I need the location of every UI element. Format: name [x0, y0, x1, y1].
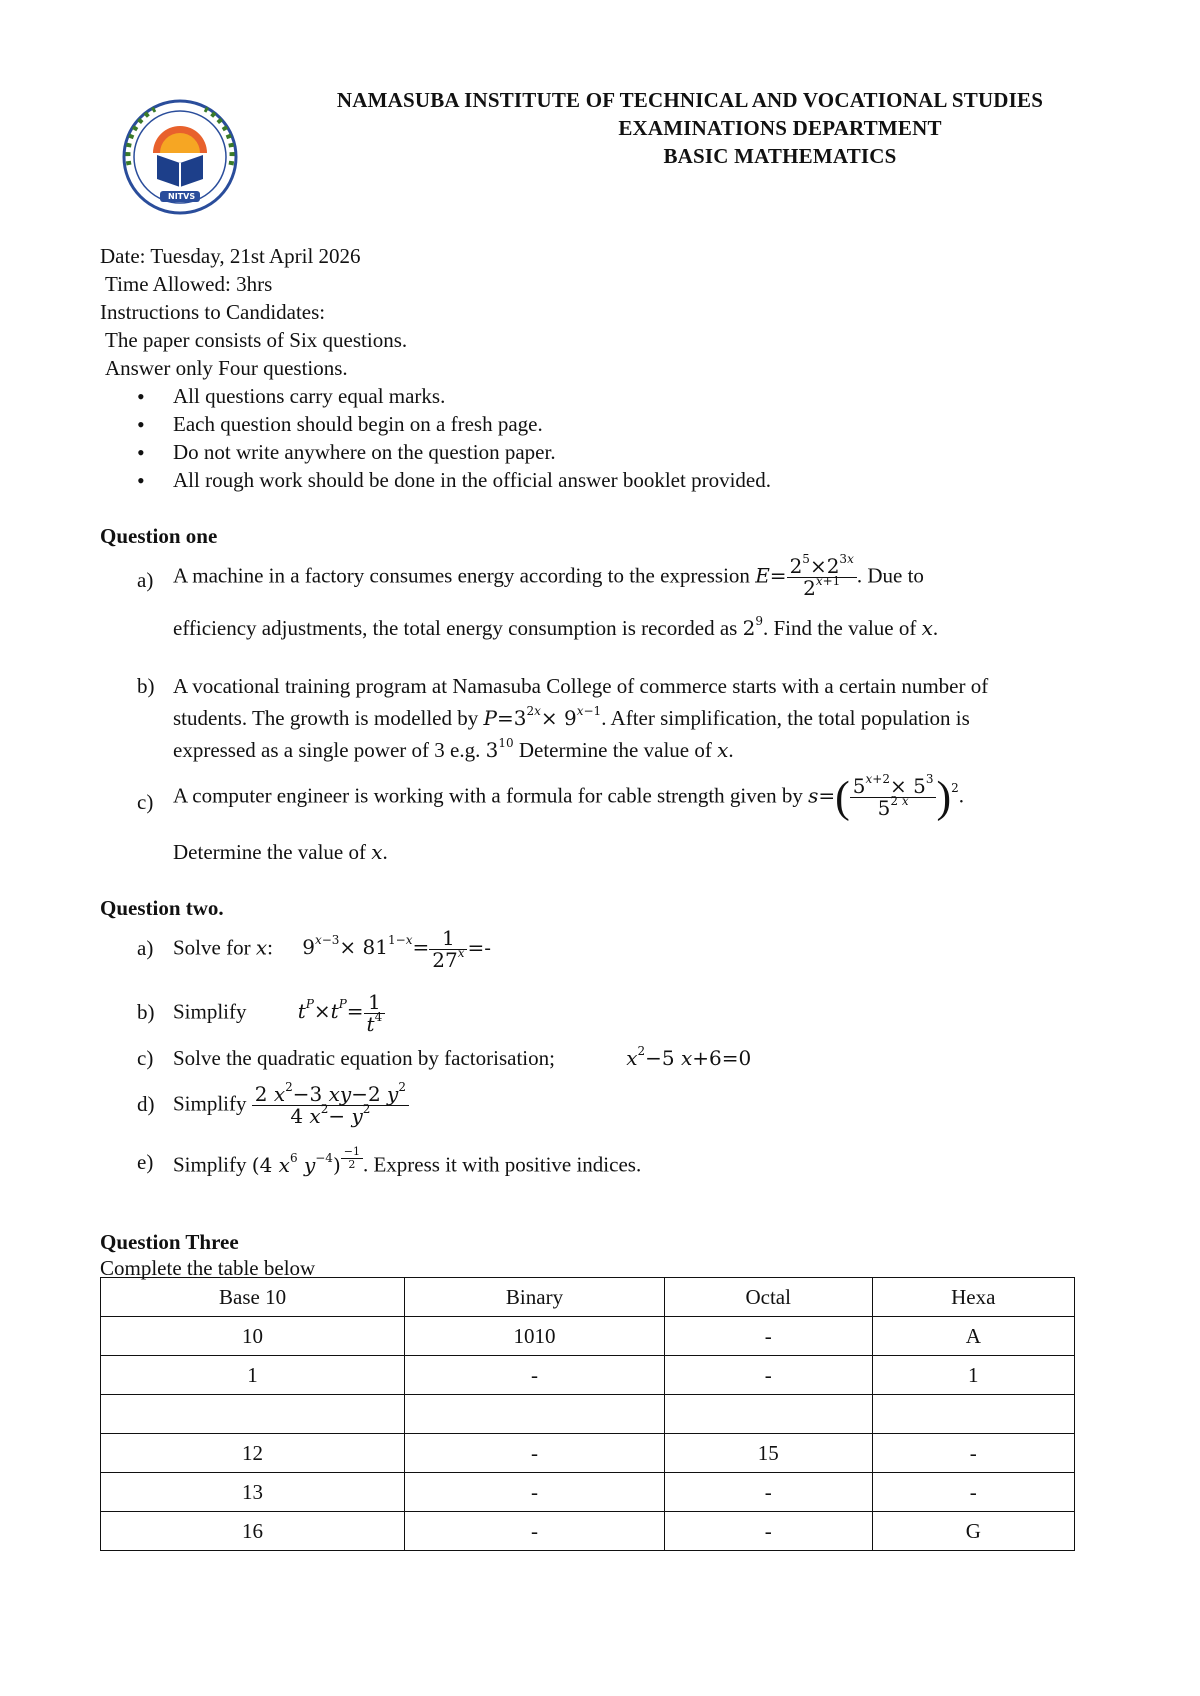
- base-conversion-table: [100, 1277, 1075, 1551]
- cell: -: [405, 1434, 665, 1473]
- table-row: [101, 1434, 1075, 1473]
- question-one-title: Question one: [100, 524, 218, 548]
- paper-consists: The paper consists of Six questions.: [105, 328, 408, 352]
- header-base10: Base 10: [101, 1278, 405, 1317]
- institution-logo: [115, 95, 245, 220]
- cell: 13: [101, 1473, 405, 1512]
- table-row: [101, 1395, 1075, 1434]
- cell: 1: [872, 1356, 1074, 1395]
- question-three-title: Question Three: [100, 1230, 239, 1254]
- question-two-title: Question two.: [100, 896, 224, 920]
- cell: A: [872, 1317, 1074, 1356]
- institution-name: NAMASUBA INSTITUTE OF TECHNICAL AND VOCATIONAL STUDIES: [336, 88, 1044, 112]
- department-name: EXAMINATIONS DEPARTMENT: [618, 116, 942, 140]
- header-binary: Binary: [405, 1278, 665, 1317]
- cell: 16: [101, 1512, 405, 1551]
- time-allowed: Time Allowed: 3hrs: [105, 272, 273, 296]
- cell: -: [405, 1512, 665, 1551]
- table-header-row: [101, 1278, 1075, 1317]
- table-row: [101, 1473, 1075, 1512]
- question-1c: c) A computer engineer is working with a formula for cable strength given by s=( $\frac{5^{x+2}\times 5^3}{5^{2 x}}$ )$^2$. Determine the value of x.: [137, 772, 965, 864]
- subject-name: BASIC MATHEMATICS: [663, 144, 897, 168]
- cell: -: [405, 1356, 665, 1395]
- cell: [405, 1395, 665, 1434]
- cell: -: [405, 1473, 665, 1512]
- cell: -: [872, 1434, 1074, 1473]
- question-2d: d) Simplify $\frac{2 x^2-3 xy-2 y^2}{4 x^2- y^2}$: [137, 1080, 1137, 1130]
- cell: -: [872, 1473, 1074, 1512]
- question-2c: c) Solve the quadratic equation by factorisation; $x^2-5$ x+6=0: [137, 1044, 752, 1070]
- cell: [872, 1395, 1074, 1434]
- exam-date: Date: Tuesday, 21st April 2026: [100, 244, 361, 268]
- question-1a: a) A machine in a factory consumes energy according to the expression E= $\frac{2^5\times 2^{3x}}{2^{x+1}}$ . Due to efficiency adjustments, the total energy consumption is recorded as $2^9$. Find the value of x.: [137, 552, 939, 640]
- table-row: [101, 1512, 1075, 1551]
- header-octal: Octal: [664, 1278, 872, 1317]
- question-2e: e) Simplify (4 $x^6$ $y^{-4}$) $^{\frac{-1}{2}}$ . Express it with positive indices.: [137, 1145, 642, 1177]
- cell: 1: [101, 1356, 405, 1395]
- cell: 10: [101, 1317, 405, 1356]
- cell: [101, 1395, 405, 1434]
- table-row: [101, 1356, 1075, 1395]
- instructions-heading: Instructions to Candidates:: [100, 300, 326, 324]
- cell: 15: [664, 1434, 872, 1473]
- question-2b: b) Simplify $t^P\times t^P=$ $\frac{1}{t^4}$: [137, 988, 1137, 1038]
- cell: 1010: [405, 1317, 665, 1356]
- cell: -: [664, 1317, 872, 1356]
- cell: [664, 1395, 872, 1434]
- cell: -: [664, 1473, 872, 1512]
- table-row: [101, 1317, 1075, 1356]
- header-hexa: Hexa: [872, 1278, 1074, 1317]
- logo-text: NITVS: [168, 192, 196, 201]
- cell: G: [872, 1512, 1074, 1551]
- cell: 12: [101, 1434, 405, 1473]
- question-2a: a) Solve for x: $9^{x-3}\times 81^{1-x}=$ $\frac{1}{27^x}$ =-: [137, 926, 491, 972]
- answer-only: Answer only Four questions.: [105, 356, 348, 380]
- cell: -: [664, 1512, 872, 1551]
- table-instruction: Complete the table below: [100, 1256, 316, 1280]
- cell: -: [664, 1356, 872, 1395]
- question-1b: b) A vocational training program at Namasuba College of commerce starts with a certain number of students. The growth is modelled by $P=3^{2x}\times 9^{x-1}$. After simplification, the total population is expressed as a single power of 3 e.g. $3^{10}$ Determine the value of x.: [137, 674, 989, 762]
